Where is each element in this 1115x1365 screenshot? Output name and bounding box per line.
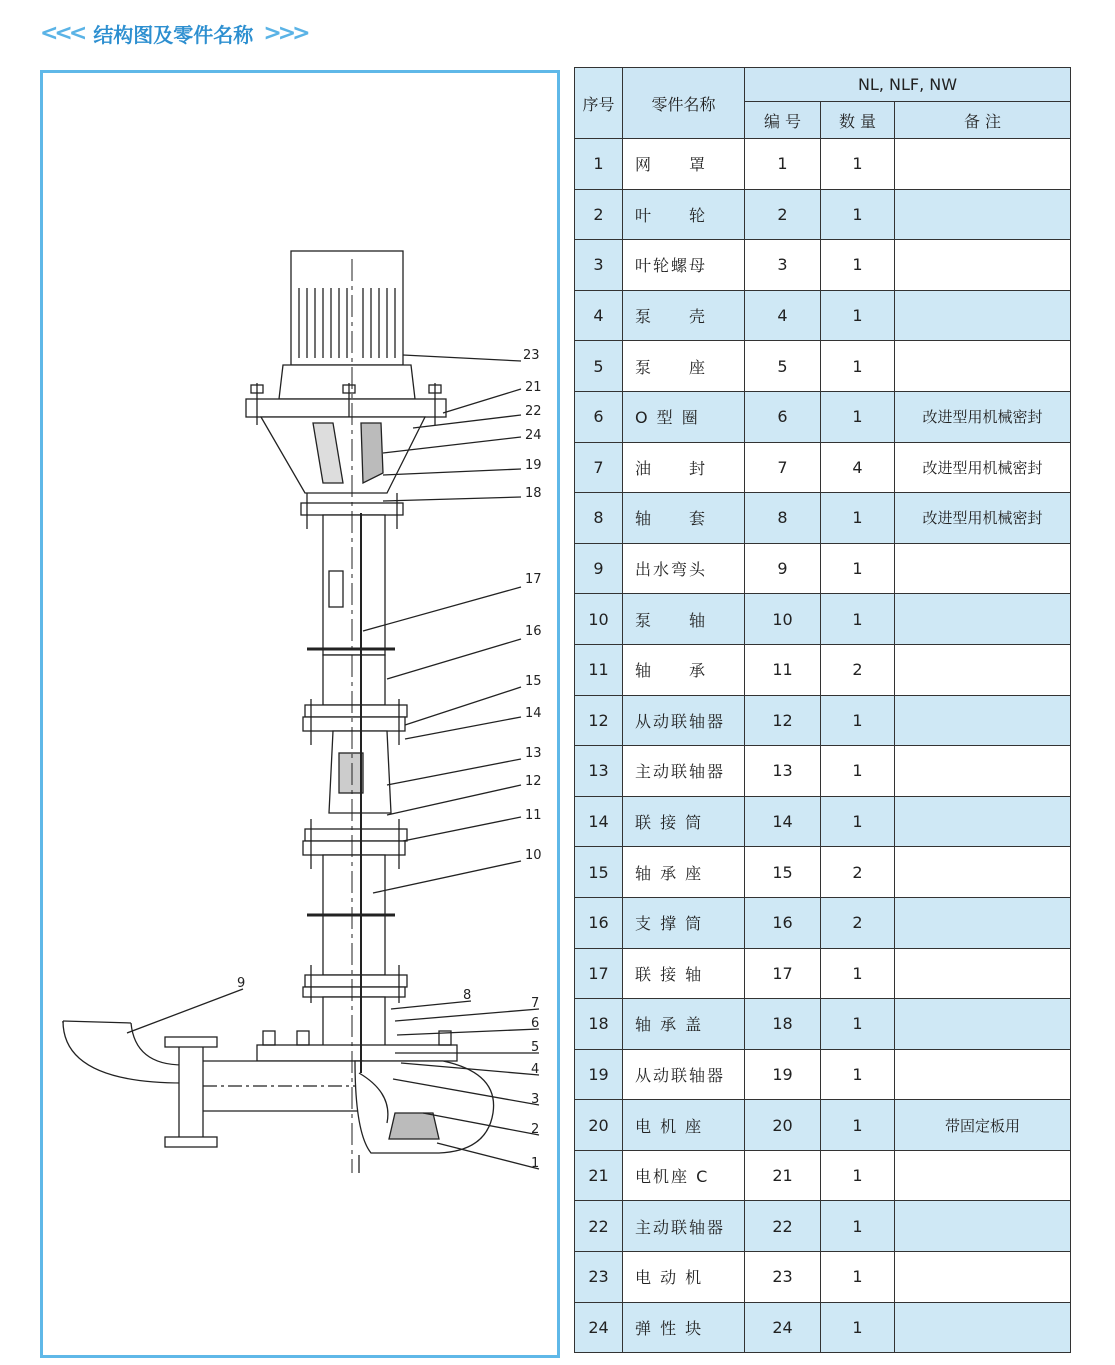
row-note	[895, 341, 1071, 392]
row-qty: 1	[821, 290, 895, 341]
table-row	[575, 695, 1071, 746]
row-seq: 5	[575, 341, 623, 392]
row-part-name: 泵 轴	[623, 594, 745, 645]
row-qty: 1	[821, 1150, 895, 1201]
row-code: 12	[745, 695, 821, 746]
pump-structure-drawing	[40, 70, 560, 1358]
row-note	[895, 948, 1071, 999]
row-part-name: 出水弯头	[623, 543, 745, 594]
row-seq: 14	[575, 796, 623, 847]
row-part-name: 泵 座	[623, 341, 745, 392]
row-qty: 1	[821, 746, 895, 797]
row-qty: 1	[821, 391, 895, 442]
row-code: 4	[745, 290, 821, 341]
outlet-flange	[179, 1043, 203, 1143]
row-seq: 11	[575, 644, 623, 695]
callout-1: 1	[531, 1156, 540, 1171]
callout-24: 24	[525, 428, 542, 443]
table-row	[575, 442, 1071, 493]
row-note: 改进型用机械密封	[895, 391, 1071, 442]
row-code: 8	[745, 493, 821, 544]
table-row	[575, 1201, 1071, 1252]
header-part-name: 零件名称	[623, 68, 745, 139]
row-note	[895, 1302, 1071, 1353]
row-code: 15	[745, 847, 821, 898]
row-part-name: 网 罩	[623, 139, 745, 190]
motor-flange	[246, 399, 446, 417]
table-row	[575, 847, 1071, 898]
row-code: 19	[745, 1049, 821, 1100]
row-code: 21	[745, 1150, 821, 1201]
row-qty: 1	[821, 139, 895, 190]
row-qty: 1	[821, 240, 895, 291]
table-row	[575, 189, 1071, 240]
row-qty: 1	[821, 1252, 895, 1303]
row-part-name: 电机座 C	[623, 1150, 745, 1201]
table-row	[575, 746, 1071, 797]
row-code: 20	[745, 1100, 821, 1151]
row-qty: 1	[821, 999, 895, 1050]
callout-2: 2	[531, 1122, 540, 1137]
callout-14: 14	[525, 706, 542, 721]
row-seq: 1	[575, 139, 623, 190]
row-part-name: 叶轮螺母	[623, 240, 745, 291]
row-note: 改进型用机械密封	[895, 493, 1071, 544]
callout-11: 11	[525, 808, 542, 823]
header-qty: 数 量	[821, 102, 895, 139]
row-note	[895, 897, 1071, 948]
callout-7: 7	[531, 996, 540, 1011]
row-note	[895, 139, 1071, 190]
callout-19: 19	[525, 458, 542, 473]
callout-10: 10	[525, 848, 542, 863]
row-code: 13	[745, 746, 821, 797]
parts-table	[574, 67, 1071, 1353]
row-part-name: 泵 壳	[623, 290, 745, 341]
table-row	[575, 948, 1071, 999]
row-seq: 7	[575, 442, 623, 493]
row-seq: 2	[575, 189, 623, 240]
row-part-name: 支 撑 筒	[623, 897, 745, 948]
table-row	[575, 1049, 1071, 1100]
motor-base	[279, 365, 415, 399]
row-note	[895, 240, 1071, 291]
row-seq: 15	[575, 847, 623, 898]
row-seq: 19	[575, 1049, 623, 1100]
row-seq: 8	[575, 493, 623, 544]
row-qty: 1	[821, 594, 895, 645]
table-row	[575, 1252, 1071, 1303]
row-qty: 1	[821, 493, 895, 544]
callout-9: 9	[237, 976, 246, 991]
row-qty: 1	[821, 543, 895, 594]
row-code: 14	[745, 796, 821, 847]
callout-22: 22	[525, 404, 542, 419]
row-note: 带固定板用	[895, 1100, 1071, 1151]
row-qty: 1	[821, 1100, 895, 1151]
row-qty: 1	[821, 189, 895, 240]
row-code: 22	[745, 1201, 821, 1252]
table-row	[575, 139, 1071, 190]
row-qty: 1	[821, 796, 895, 847]
row-note	[895, 695, 1071, 746]
row-code: 23	[745, 1252, 821, 1303]
row-part-name: 轴 承 盖	[623, 999, 745, 1050]
row-seq: 17	[575, 948, 623, 999]
row-note: 改进型用机械密封	[895, 442, 1071, 493]
row-code: 16	[745, 897, 821, 948]
row-part-name: 弹 性 块	[623, 1302, 745, 1353]
row-note	[895, 644, 1071, 695]
row-part-name: 电 机 座	[623, 1100, 745, 1151]
table-row	[575, 1150, 1071, 1201]
row-part-name: 轴 套	[623, 493, 745, 544]
row-qty: 1	[821, 1049, 895, 1100]
row-qty: 1	[821, 1302, 895, 1353]
row-seq: 24	[575, 1302, 623, 1353]
row-qty: 2	[821, 847, 895, 898]
row-part-name: 联 接 筒	[623, 796, 745, 847]
callout-12: 12	[525, 774, 542, 789]
row-seq: 10	[575, 594, 623, 645]
row-part-name: 联 接 轴	[623, 948, 745, 999]
row-code: 9	[745, 543, 821, 594]
row-seq: 22	[575, 1201, 623, 1252]
row-qty: 1	[821, 948, 895, 999]
row-code: 3	[745, 240, 821, 291]
table-row	[575, 341, 1071, 392]
row-note	[895, 746, 1071, 797]
row-seq: 18	[575, 999, 623, 1050]
callout-21: 21	[525, 380, 542, 395]
header-model-group: NL, NLF, NW	[745, 68, 1071, 102]
row-qty: 2	[821, 644, 895, 695]
row-qty: 1	[821, 695, 895, 746]
callout-18: 18	[525, 486, 542, 501]
right-chevrons: >>>	[263, 20, 307, 46]
row-note	[895, 847, 1071, 898]
row-qty: 2	[821, 897, 895, 948]
row-note	[895, 543, 1071, 594]
row-note	[895, 189, 1071, 240]
row-note	[895, 796, 1071, 847]
callout-3: 3	[531, 1092, 540, 1107]
row-code: 18	[745, 999, 821, 1050]
header-seq: 序号	[575, 68, 623, 139]
row-part-name: 轴 承	[623, 644, 745, 695]
table-row	[575, 796, 1071, 847]
left-chevrons: <<<	[40, 20, 84, 46]
row-note	[895, 290, 1071, 341]
header-code: 编 号	[745, 102, 821, 139]
callout-4: 4	[531, 1062, 540, 1077]
row-code: 6	[745, 391, 821, 442]
table-row	[575, 999, 1071, 1050]
section-header	[40, 16, 307, 50]
row-code: 10	[745, 594, 821, 645]
callout-16: 16	[525, 624, 542, 639]
parts-table-body	[575, 139, 1071, 1353]
row-part-name: 油 封	[623, 442, 745, 493]
row-code: 7	[745, 442, 821, 493]
row-code: 2	[745, 189, 821, 240]
row-part-name: 从动联轴器	[623, 1049, 745, 1100]
row-qty: 1	[821, 1201, 895, 1252]
table-row	[575, 897, 1071, 948]
row-note	[895, 594, 1071, 645]
row-seq: 20	[575, 1100, 623, 1151]
table-row	[575, 493, 1071, 544]
callout-5: 5	[531, 1040, 540, 1055]
row-code: 17	[745, 948, 821, 999]
row-seq: 16	[575, 897, 623, 948]
table-row	[575, 644, 1071, 695]
callout-15: 15	[525, 674, 542, 689]
row-seq: 23	[575, 1252, 623, 1303]
row-seq: 13	[575, 746, 623, 797]
header-note: 备 注	[895, 102, 1071, 139]
row-code: 1	[745, 139, 821, 190]
row-code: 11	[745, 644, 821, 695]
section-title: 结构图及零件名称	[93, 22, 254, 47]
table-row	[575, 594, 1071, 645]
table-row	[575, 1100, 1071, 1151]
table-row	[575, 391, 1071, 442]
table-row	[575, 1302, 1071, 1353]
row-qty: 1	[821, 341, 895, 392]
row-part-name: 主动联轴器	[623, 1201, 745, 1252]
row-note	[895, 1252, 1071, 1303]
callout-13: 13	[525, 746, 542, 761]
row-part-name: 电 动 机	[623, 1252, 745, 1303]
callout-23: 23	[523, 348, 540, 363]
row-part-name: 叶 轮	[623, 189, 745, 240]
row-part-name: 从动联轴器	[623, 695, 745, 746]
row-note	[895, 1150, 1071, 1201]
table-row	[575, 543, 1071, 594]
row-seq: 4	[575, 290, 623, 341]
row-seq: 21	[575, 1150, 623, 1201]
pump-diagram-svg	[43, 73, 557, 1355]
table-row	[575, 240, 1071, 291]
row-qty: 4	[821, 442, 895, 493]
table-row	[575, 290, 1071, 341]
callout-8: 8	[463, 988, 472, 1003]
row-seq: 9	[575, 543, 623, 594]
row-part-name: O 型 圈	[623, 391, 745, 442]
row-code: 24	[745, 1302, 821, 1353]
row-code: 5	[745, 341, 821, 392]
row-seq: 3	[575, 240, 623, 291]
row-note	[895, 1201, 1071, 1252]
row-seq: 6	[575, 391, 623, 442]
callout-6: 6	[531, 1016, 540, 1031]
callout-17: 17	[525, 572, 542, 587]
row-note	[895, 1049, 1071, 1100]
row-part-name: 主动联轴器	[623, 746, 745, 797]
row-seq: 12	[575, 695, 623, 746]
row-note	[895, 999, 1071, 1050]
row-part-name: 轴 承 座	[623, 847, 745, 898]
